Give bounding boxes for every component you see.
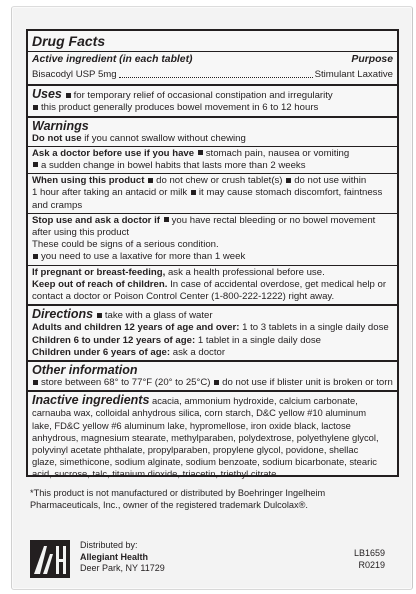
uses-header: Uses: [32, 87, 62, 102]
inactive-line2: carnauba wax, colloidal anhydrous silica, corn starch, D&C yellow #10 aluminum: [32, 407, 367, 419]
directions-section: [28, 306, 397, 360]
ask-doctor-text2: a sudden change in bowel habits that lasts more than 2 weeks: [41, 160, 306, 172]
bullet-icon: [164, 217, 169, 222]
active-ingredient-header-row: [28, 52, 397, 68]
ingredient-name: Bisacodyl USP 5mg: [32, 69, 117, 80]
bullet-icon: [214, 380, 219, 385]
stop-use-text3: These could be signs of a serious condition.: [32, 239, 219, 251]
distributor-address: Deer Park, NY 11729: [80, 563, 165, 573]
bullet-icon: [148, 178, 153, 183]
children-text: 1 tablet in a single daily dose: [197, 334, 322, 346]
ask-doctor-section: [28, 147, 397, 173]
directions-line1: take with a glass of water: [104, 310, 213, 322]
when-using-text2: do not use within: [294, 175, 367, 187]
active-ingredient-row: [28, 68, 397, 82]
bullet-icon: [198, 150, 203, 155]
inactive-line6: glaze, simethicone, sodium alginate, sodium benzoate, sodium bicarbonate, stearic: [32, 456, 377, 468]
when-using-section: [28, 174, 397, 213]
stop-use-label: Stop use and ask a doctor if: [32, 214, 160, 226]
under6-text: ask a doctor: [172, 346, 226, 358]
when-using-text4: it may cause stomach discomfort, faintness: [198, 187, 383, 199]
under6-label: Children under 6 years of age:: [32, 346, 171, 358]
bullet-icon: [97, 313, 102, 318]
bullet-icon: [286, 178, 291, 183]
lot-codes: [354, 548, 385, 571]
drug-facts-title: Drug Facts: [32, 33, 106, 49]
adults-text: 1 to 3 tablets in a single daily dose: [242, 322, 389, 334]
distributor-label: Distributed by:: [80, 540, 138, 550]
pregnant-label: If pregnant or breast-feeding,: [32, 266, 166, 278]
when-using-text3: 1 hour after taking an antacid or milk: [32, 187, 188, 199]
other-info-text1: store between 68° to 77°F (20° to 25°C): [41, 377, 211, 389]
inactive-line3: lake, FD&C yellow #6 aluminum lake, hypromellose, iron oxide black, lactose: [32, 419, 351, 431]
children-label: Children 6 to under 12 years of age:: [32, 334, 196, 346]
purpose-header: Purpose: [351, 54, 393, 65]
when-using-text1: do not chew or crush tablet(s): [156, 175, 283, 187]
bullet-icon: [33, 162, 38, 167]
adults-label: Adults and children 12 years of age and over:: [32, 322, 240, 334]
inactive-line7: acid, sucrose, talc, titanium dioxide, triacetin, triethyl citrate: [32, 468, 277, 480]
stop-use-section: [28, 214, 397, 265]
active-ingredient-header: Active ingredient (in each tablet): [32, 54, 193, 65]
distributor-name: Allegiant Health: [80, 551, 149, 562]
when-using-label: When using this product: [32, 175, 145, 187]
do-not-use-label: Do not use: [32, 132, 82, 144]
distributor-block: [80, 540, 165, 575]
uses-line2: this product generally produces bowel movement in 6 to 12 hours: [41, 102, 319, 114]
inactive-line1: acacia, ammonium hydroxide, calcium carbonate,: [152, 395, 358, 407]
ask-doctor-label: Ask a doctor before use if you have: [32, 147, 195, 159]
inactive-section: [28, 392, 397, 481]
pregnant-text: ask a health professional before use.: [167, 266, 325, 278]
inactive-line4: anhydrous, magnesium stearate, methylparaben, polydextrose, polyethylene glycol,: [32, 431, 379, 443]
warnings-section: [28, 118, 397, 146]
code-1: LB1659: [354, 548, 386, 558]
ask-doctor-text1: stomach pain, nausea or vomiting: [205, 147, 350, 159]
warnings-header: Warnings: [32, 118, 89, 133]
pregnancy-section: [28, 266, 397, 305]
inactive-line5: polyvinyl acetate phthalate, propylparaben, propylene glycol, povidone, shellac: [32, 444, 359, 456]
keep-out-label: Keep out of reach of children.: [32, 278, 168, 290]
when-using-text5: and cramps: [32, 199, 83, 211]
bullet-icon: [66, 93, 71, 98]
ingredient-purpose: Stimulant Laxative: [314, 69, 393, 80]
allegiant-health-logo: [30, 540, 70, 578]
dotted-leader: [119, 77, 313, 78]
keep-out-text1: In case of accidental overdose, get medical help or: [170, 278, 387, 290]
drug-facts-panel: [26, 29, 399, 480]
stop-use-text2: after using this product: [32, 227, 130, 239]
bullet-icon: [33, 105, 38, 110]
stop-use-text1: you have rectal bleeding or no bowel movement: [171, 214, 376, 226]
uses-section: [28, 86, 397, 115]
bullet-icon: [33, 380, 38, 385]
trademark-footnote: [30, 487, 390, 511]
directions-header: Directions: [32, 307, 94, 322]
other-info-header: Other information: [32, 363, 138, 378]
stop-use-text4: you need to use a laxative for more than 1 week: [41, 251, 246, 263]
keep-out-text2: contact a doctor or Poison Control Center (1-800-222-1222) right away.: [32, 291, 335, 303]
do-not-use-text: if you cannot swallow without chewing: [84, 132, 246, 144]
footnote-line2: Pharmaceuticals, Inc., owner of the registered trademark Dulcolax®.: [30, 500, 308, 510]
inactive-header: Inactive ingredients: [32, 393, 150, 408]
bullet-icon: [33, 254, 38, 259]
other-info-text2: do not use if blister unit is broken or torn: [222, 377, 393, 389]
bullet-icon: [191, 190, 196, 195]
other-info-section: [28, 362, 397, 390]
code-2: R0219: [358, 559, 386, 570]
footnote-line1: *This product is not manufactured or distributed by Boehringer Ingelheim: [30, 488, 326, 498]
uses-line1: for temporary relief of occasional constipation and irregularity: [73, 90, 333, 102]
